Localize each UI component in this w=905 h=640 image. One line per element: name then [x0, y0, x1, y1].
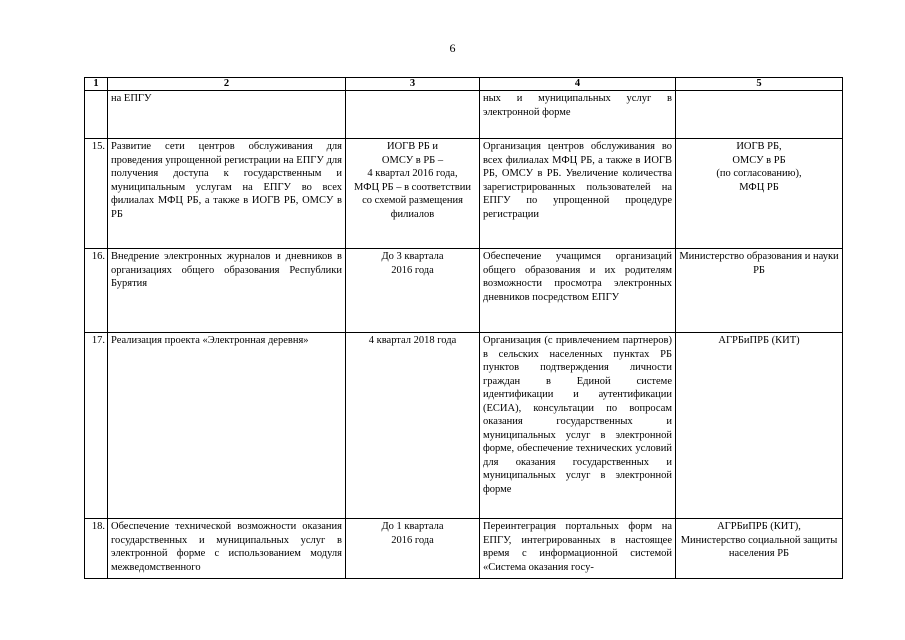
- column-header: 3: [346, 78, 480, 91]
- row-number: 18.: [85, 519, 108, 579]
- result-cell: Обеспечение учащимся организаций общего образования и их родителям возможности просмотра электронных дневников посредством ЕПГУ: [480, 249, 676, 333]
- column-header: 4: [480, 78, 676, 91]
- result-cell: Переинтеграция портальных форм на ЕПГУ, интегрированных в настоящее время с информационной системой «Система оказания госу-: [480, 519, 676, 579]
- plan-table: [84, 77, 843, 579]
- action-cell: на ЕПГУ: [108, 91, 346, 139]
- deadline-cell: До 3 квартала 2016 года: [346, 249, 480, 333]
- table-row: [85, 249, 843, 333]
- result-cell: ных и муниципальных услуг в электронной форме: [480, 91, 676, 139]
- row-number: 17.: [85, 333, 108, 519]
- column-header: 2: [108, 78, 346, 91]
- table-header-row: [85, 78, 843, 91]
- column-header: 5: [676, 78, 843, 91]
- row-number: 15.: [85, 139, 108, 249]
- executor-cell: АГРБиПРБ (КИТ): [676, 333, 843, 519]
- column-header: 1: [85, 78, 108, 91]
- deadline-cell: ИОГВ РБ и ОМСУ в РБ – 4 квартал 2016 года, МФЦ РБ – в соответствии со схемой размещения филиалов: [346, 139, 480, 249]
- action-cell: Развитие сети центров обслуживания для проведения упрощенной регистрации на ЕПГУ для получения доступа к государственным и муниципальным услугам на ЕПГУ во всех филиалах МФЦ РБ, а также в ИОГВ РБ, ОМСУ в РБ: [108, 139, 346, 249]
- executor-cell: Министерство образования и науки РБ: [676, 249, 843, 333]
- table-row: [85, 91, 843, 139]
- executor-cell: [676, 91, 843, 139]
- table-row: [85, 519, 843, 579]
- executor-cell: АГРБиПРБ (КИТ), Министерство социальной защиты населения РБ: [676, 519, 843, 579]
- result-cell: Организация центров обслуживания во всех филиалах МФЦ РБ, а также в ИОГВ РБ, ОМСУ в РБ. Увеличение количества зарегистрированных пользователей на ЕПГУ по упрощенной процедуре регистрации: [480, 139, 676, 249]
- action-cell: Внедрение электронных журналов и дневников в организациях общего образования Республики Бурятия: [108, 249, 346, 333]
- deadline-cell: [346, 91, 480, 139]
- table-row: [85, 139, 843, 249]
- table-row: [85, 333, 843, 519]
- deadline-cell: 4 квартал 2018 года: [346, 333, 480, 519]
- result-cell: Организация (с привлечением партнеров) в сельских населенных пунктах РБ пунктов подтверждения личности граждан в Единой системе идентификации и аутентификации (ЕСИА), консультации по вопросам оказания государственных и муниципальных услуг в электронной форме, обеспечение технических условий для оказания государственных и муниципальных услуг в электронной форме: [480, 333, 676, 519]
- page-number: 6: [449, 41, 456, 55]
- executor-cell: ИОГВ РБ, ОМСУ в РБ (по согласованию), МФЦ РБ: [676, 139, 843, 249]
- row-number: [85, 91, 108, 139]
- row-number: 16.: [85, 249, 108, 333]
- action-cell: Реализация проекта «Электронная деревня»: [108, 333, 346, 519]
- deadline-cell: До 1 квартала 2016 года: [346, 519, 480, 579]
- action-cell: Обеспечение технической возможности оказания государственных и муниципальных услуг в электронной форме с использованием модуля межведомственного: [108, 519, 346, 579]
